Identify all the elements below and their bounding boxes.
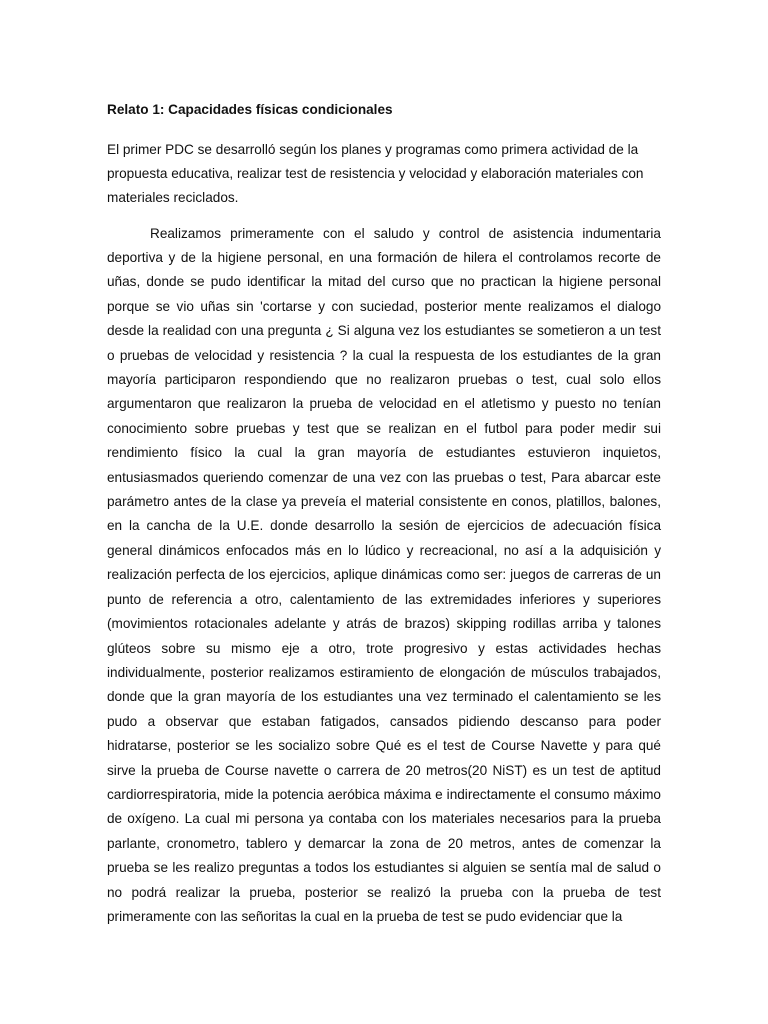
body-paragraph: Realizamos primeramente con el saludo y control de asistencia indumentaria deportiva y de la higiene personal, en una formación de hilera el controlamos recorte de uñas, donde se pudo identificar la mitad del curso que no practican la higiene personal porque se vio uñas sin 'cortarse y con suciedad, posterior mente realizamos el dialogo desde la realidad con una pregunta ¿ Si alguna vez los estudiantes se sometieron a un test o pruebas de velocidad y resistencia ? la cual la respuesta de los estudiantes de la gran mayoría participaron respondiendo que no realizaron pruebas o test, cual solo ellos argumentaron que realizaron la prueba de velocidad en el atletismo y puesto no tenían conocimiento sobre pruebas y test que se realizan en el futbol para poder medir sui rendimiento físico la cual la gran mayoría de estudiantes estuvieron inquietos, entusiasmados queriendo comenzar de una vez con las pruebas o test, Para abarcar este parámetro antes de la clase ya preveía el material consistente en conos, platillos, balones, en la cancha de la U.E. donde desarrollo la sesión de ejercicios de adecuación física general dinámicos enfocados más en lo lúdico y recreacional, no así a la adquisición y realización perfecta de los ejercicios, aplique dinámicas como ser: juegos de carreras de un punto de referencia a otro, calentamiento de las extremidades inferiores y superiores (movimientos rotacionales adelante y atrás de brazos) skipping rodillas arriba y talones glúteos sobre su mismo eje a otro, trote progresivo y estas actividades hechas individualmente, posterior realizamos estiramiento de elongación de músculos trabajados, donde que la gran mayoría de los estudiantes una vez terminado el calentamiento se les pudo a observar que estaban fatigados, cansados pidiendo descanso para poder hidratarse, posterior se les socializo sobre Qué es el test de Course Navette y para qué sirve la prueba de Course navette o carrera de 20 metros(20 NiST) es un test de aptitud cardiorrespiratoria, mide la potencia aeróbica máxima e indirectamente el consumo máximo de oxígeno. La cual mi persona ya contaba con los materiales necesarios para la prueba parlante, cronometro, tablero y demarcar la zona de 20 metros, antes de comenzar la prueba se les realizo preguntas a todos los estudiantes si alguien se sentía mal de salud o no podrá realizar la prueba, posterior se realizó la prueba con la prueba de test primeramente con las señoritas la cual en la prueba de test se pudo evidenciar que la bbox=[107, 225, 661, 924]
section-heading: Relato 1: Capacidades físicas condicionales bbox=[107, 102, 393, 117]
document-body bbox=[107, 100, 661, 929]
intro-paragraph: El primer PDC se desarrolló según los planes y programas como primera actividad de la propuesta educativa, realizar test de resistencia y velocidad y elaboración materiales con materiales reciclados. bbox=[107, 142, 644, 206]
